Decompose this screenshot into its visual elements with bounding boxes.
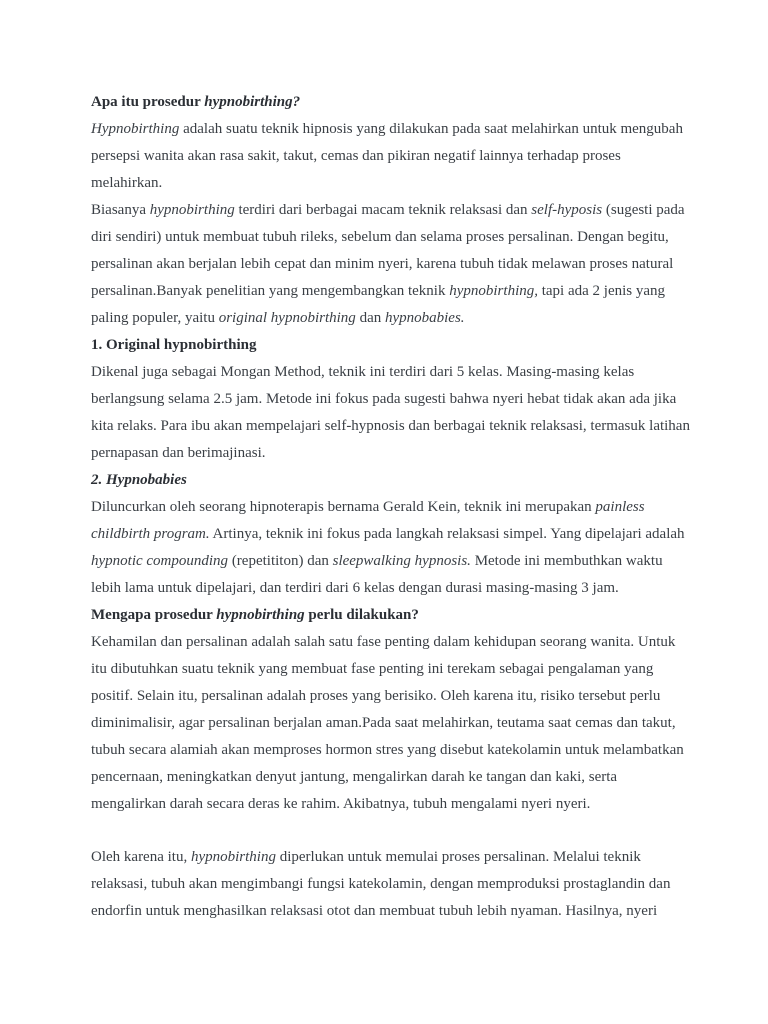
- text-run: dan: [355, 310, 385, 326]
- heading-hypnobabies: [91, 467, 691, 494]
- heading-mengapa: [91, 602, 691, 629]
- italic-text-run: hypnobabies.: [384, 310, 465, 326]
- text-run: Artinya, teknik ini fokus pada langkah relaksasi simpel. Yang dipelajari adalah: [209, 526, 685, 542]
- heading-text: 1. Original hypnobirthing: [91, 337, 257, 353]
- heading-text: Mengapa prosedur: [91, 607, 217, 623]
- text-run: Dikenal juga sebagai Mongan Method, teknik ini terdiri dari 5 kelas. Masing-masing kelas berlangsung selama 2.5 jam. Metode ini fokus pada sugesti bahwa nyeri hebat tidak akan ada jika kita relaks. Para ibu akan mempelajari self-hypnosis dan berbagai teknik relaksasi, termasuk latihan pernapasan dan berimajinasi.: [91, 364, 690, 461]
- heading-apa-itu: [91, 89, 691, 116]
- text-run: adalah suatu teknik hipnosis yang dilakukan pada saat melahirkan untuk mengubah persepsi wanita akan rasa sakit, takut, cemas dan pikiran negatif lainnya terhadap proses melahirkan.: [91, 121, 683, 191]
- italic-text-run: hypnobirthing: [149, 202, 235, 218]
- text-run: Kehamilan dan persalinan adalah salah satu fase penting dalam kehidupan seorang wanita. Untuk itu dibutuhkan suatu teknik yang membuat fase penting ini terekam sebagai pengalaman yang positif. Selain itu, persalinan adalah proses yang berisiko. Oleh karena itu, risiko tersebut perlu diminimalisir, agar persalinan berjalan aman.Pada saat melahirkan, teutama saat cemas dan takut, tubuh secara alamiah akan memproses hormon stres yang disebut katekolamin untuk melambatkan pencernaan, meningkatkan denyut jantung, mengalirkan darah ke tangan dan kaki, serta mengalirkan darah secara deras ke rahim. Akibatnya, tubuh mengalami nyeri nyeri.: [91, 634, 684, 812]
- heading-italic-text: hypnobirthing: [216, 607, 305, 623]
- italic-text-run: painless childbirth program.: [91, 499, 645, 542]
- italic-text-run: self-hyposis: [531, 202, 603, 218]
- text-run: diperlukan untuk memulai proses persalinan. Melalui teknik relaksasi, tubuh akan mengimbangi fungsi katekolamin, dengan memproduksi prostaglandin dan endorfin untuk menghasilkan relaksasi otot dan membuat tubuh lebih nyaman. Hasilnya, nyeri: [91, 849, 671, 919]
- paragraph-definition: [91, 116, 691, 197]
- text-run: Metode ini membuthkan waktu lebih lama untuk dipelajari, dan terdiri dari 6 kelas dengan durasi masing-masing 3 jam.: [91, 553, 663, 596]
- italic-text-run: Hypnobirthing: [91, 121, 180, 137]
- text-run: Biasanya: [91, 202, 150, 218]
- text-run: terdiri dari berbagai macam teknik relaksasi dan: [234, 202, 532, 218]
- heading-original-hypnobirthing: [91, 332, 691, 359]
- paragraph-conclusion: [91, 844, 691, 925]
- text-run: Oleh karena itu,: [91, 849, 191, 865]
- document-body: [91, 89, 691, 925]
- italic-text-run: sleepwalking hypnosis.: [332, 553, 471, 569]
- text-run: tapi ada 2 jenis yang paling populer, yaitu: [91, 283, 666, 326]
- heading-italic-text: hypnobirthing?: [204, 94, 301, 110]
- paragraph-spacer: [91, 818, 691, 844]
- paragraph-techniques: [91, 197, 691, 332]
- text-run: Diluncurkan oleh seorang hipnoterapis bernama Gerald Kein, teknik ini merupakan: [91, 499, 596, 515]
- italic-text-run: hypnobirthing,: [449, 283, 538, 299]
- heading-text: Apa itu prosedur: [91, 94, 205, 110]
- heading-text-end: perlu dilakukan?: [304, 607, 419, 623]
- italic-text-run: original hypnobirthing: [218, 310, 356, 326]
- paragraph-reasons: [91, 629, 691, 818]
- text-run: (sugesti pada diri sendiri) untuk membuat tubuh rileks, sebelum dan selama proses persalinan. Dengan begitu, persalinan akan berjalan lebih cepat dan minim nyeri, karena tubuh tidak melawan proses natural persalinan.Banyak penelitian yang mengembangkan teknik: [91, 202, 685, 299]
- text-run: (repetititon) dan: [228, 553, 333, 569]
- paragraph-original-hypnobirthing: [91, 359, 691, 467]
- heading-text: 2. Hypnobabies: [91, 472, 187, 488]
- italic-text-run: hypnotic compounding: [91, 553, 229, 569]
- italic-text-run: hypnobirthing: [190, 849, 276, 865]
- paragraph-hypnobabies: [91, 494, 691, 602]
